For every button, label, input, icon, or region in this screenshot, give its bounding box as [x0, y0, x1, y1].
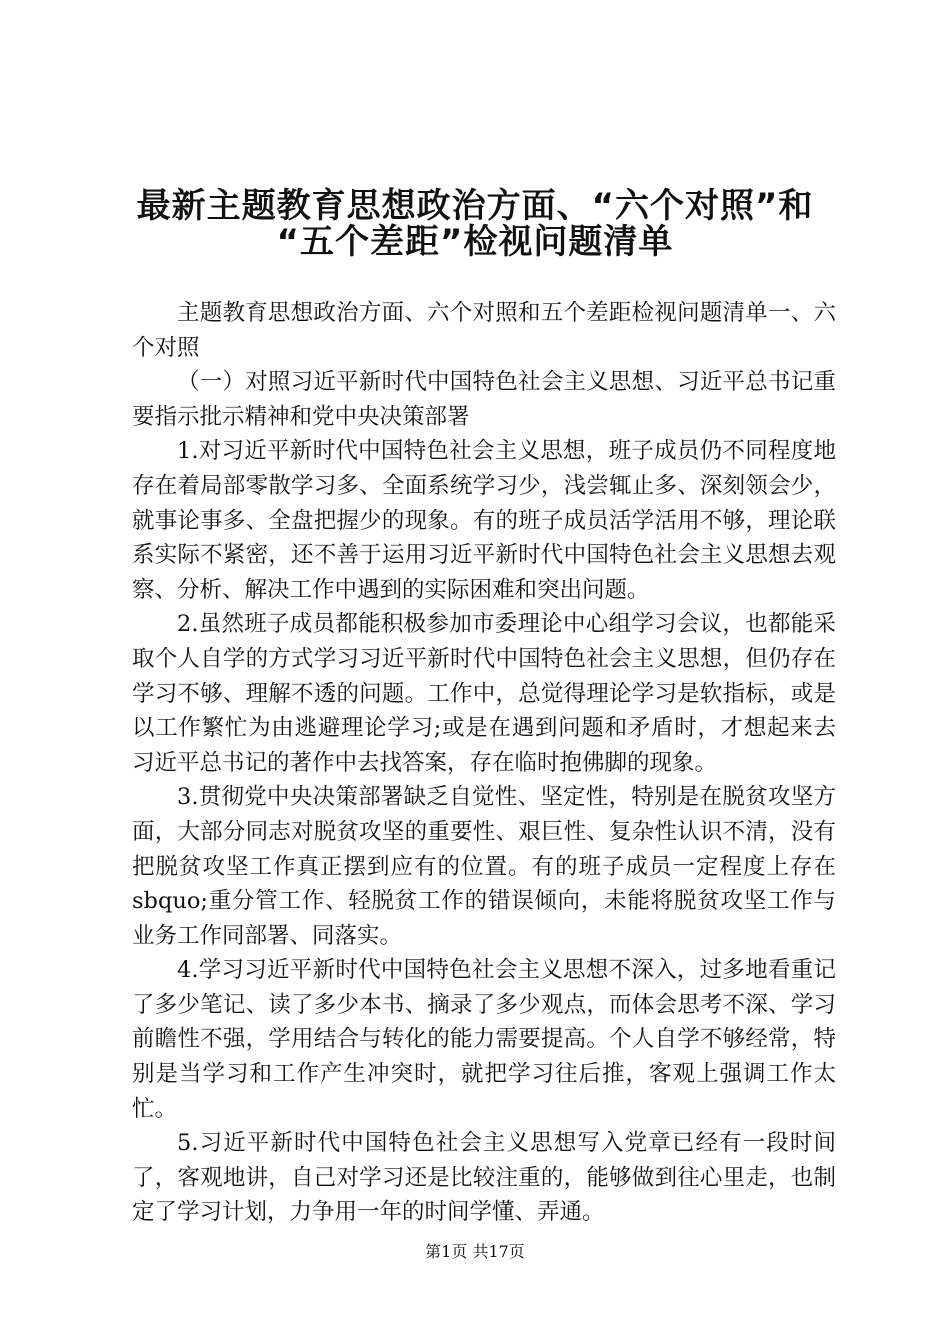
paragraph-item-4: 4.学习习近平新时代中国特色社会主义思想不深入，过多地看重记了多少笔记、读了多少本书、摘录了多少观点，而体会思考不深、学习前瞻性不强，学用结合与转化的能力需要提高。个人自学不够经常，特别是当学习和工作产生冲突时，就把学习往后推，客观上强调工作太忙。 — [132, 957, 836, 1122]
document-title-line-1: 最新主题教育思想政治方面、“六个对照”和 — [136, 186, 814, 226]
paragraph-item-2: 2.虽然班子成员都能积极参加市委理论中心组学习会议，也都能采取个人自学的方式学习习近平新时代中国特色社会主义思想，但仍存在学习不够、理解不透的问题。工作中，总觉得理论学习是软指标，或是以工作繁忙为由逃避理论学习;或是在遇到问题和矛盾时，才想起来去习近平总书记的著作中去找答案，存在临时抱佛脚的现象。 — [132, 611, 836, 776]
paragraph-intro: 主题教育思想政治方面、六个对照和五个差距检视问题清单一、六个对照 — [132, 300, 836, 361]
page-number-footer: 第1页 共17页 — [425, 1242, 525, 1261]
paragraph-section-heading: （一）对照习近平新时代中国特色社会主义思想、习近平总书记重要指示批示精神和党中央决策部署 — [132, 369, 836, 430]
document-body — [132, 296, 836, 1230]
document-title-line-2: “五个差距”检视问题清单 — [276, 222, 674, 262]
paragraph-item-3: 3.贯彻党中央决策部署缺乏自觉性、坚定性，特别是在脱贫攻坚方面，大部分同志对脱贫攻坚的重要性、艰巨性、复杂性认识不清，没有把脱贫攻坚工作真正摆到应有的位置。有的班子成员一定程度上存在 sbquo;重分管工作、轻脱贫工作的错误倾向，未能将脱贫攻坚工作与业务工作同部署、同落实。 — [132, 784, 836, 949]
paragraph-item-5: 5.习近平新时代中国特色社会主义思想写入党章已经有一段时间了，客观地讲，自己对学习还是比较注重的，能够做到往心里走，也制定了学习计划，力争用一年的时间学懂、弄通。 — [132, 1130, 836, 1226]
paragraph-item-1: 1.对习近平新时代中国特色社会主义思想，班子成员仍不同程度地存在着局部零散学习多、全面系统学习少，浅尝辄止多、深刻领会少，就事论事多、全盘把握少的现象。有的班子成员活学活用不够，理论联系实际不紧密，还不善于运用习近平新时代中国特色社会主义思想去观察、分析、解决工作中遇到的实际困难和突出问题。 — [132, 438, 836, 603]
